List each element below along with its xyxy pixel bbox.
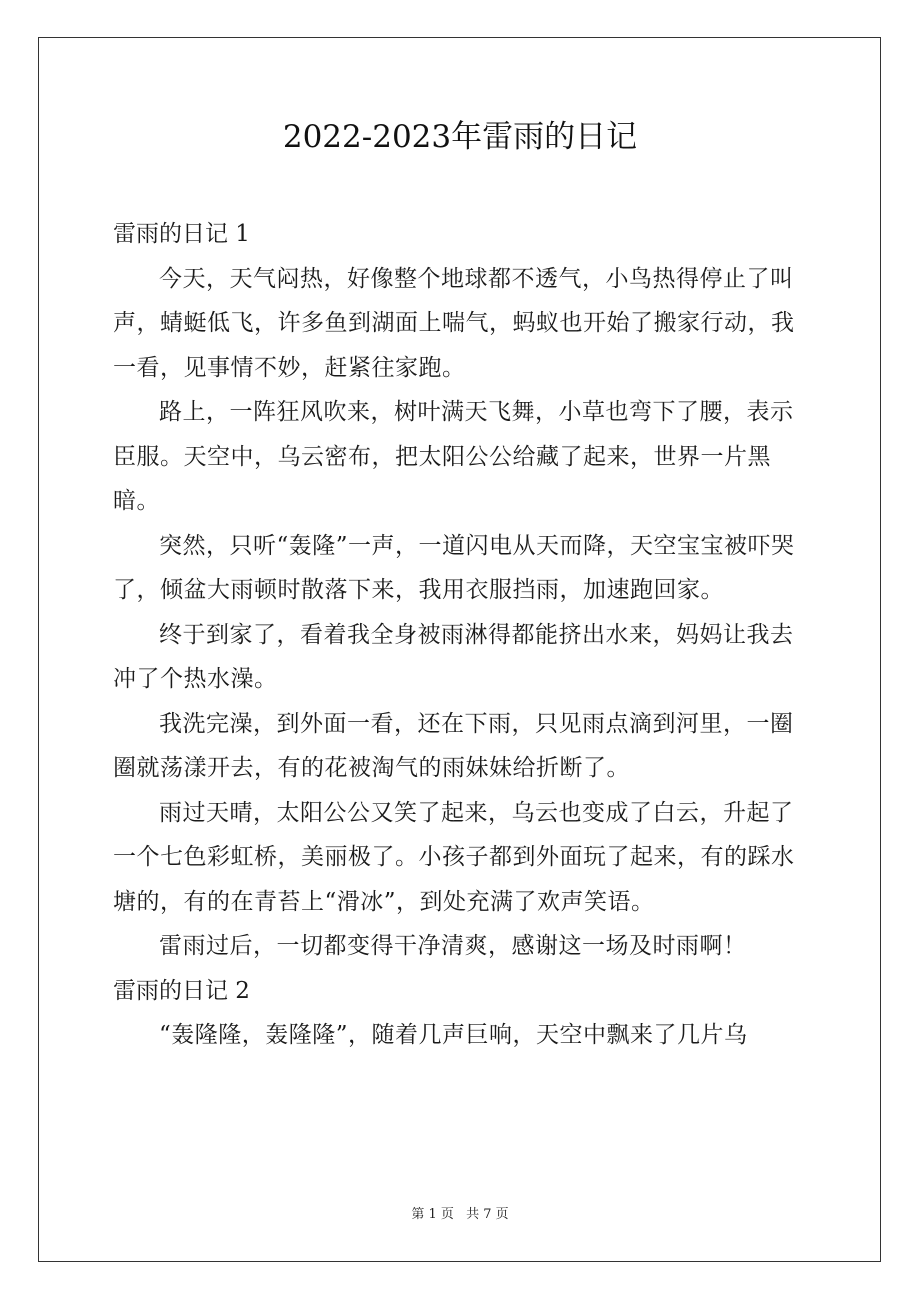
page-footer bbox=[0, 1206, 920, 1224]
section-heading-2: 雷雨的日记 2 bbox=[113, 977, 250, 1004]
paragraph: 路上，一阵狂风吹来，树叶满天飞舞，小草也弯下了腰，表示臣服。天空中，乌云密布，把太阳公公给藏了起来，世界一片黑暗。 bbox=[113, 399, 794, 514]
page-total: 共 7 页 bbox=[466, 1207, 509, 1222]
section-heading-1: 雷雨的日记 1 bbox=[113, 221, 250, 247]
paragraph: 我洗完澡，到外面一看，还在下雨，只见雨点滴到河里，一圈圈就荡漾开去，有的花被淘气的雨妹妹给折断了。 bbox=[113, 710, 794, 781]
page-number: 第 1 页 bbox=[411, 1207, 454, 1222]
paragraph: 雨过天晴，太阳公公又笑了起来，乌云也变成了白云，升起了一个七色彩虹桥，美丽极了。小孩子都到外面玩了起来，有的踩水塘的，有的在青苔上“滑冰”，到处充满了欢声笑语。 bbox=[113, 799, 795, 915]
document-title: 2022-2023年雷雨的日记 bbox=[282, 119, 638, 155]
paragraph: 雷雨过后，一切都变得干净清爽，感谢这一场及时雨啊！ bbox=[159, 933, 747, 959]
document-body bbox=[113, 212, 813, 1058]
paragraph: 终于到家了，看着我全身被雨淋得都能挤出水来，妈妈让我去冲了个热水澡。 bbox=[113, 621, 794, 692]
paragraph: 突然，只听“轰隆”一声，一道闪电从天而降，天空宝宝被吓哭了，倾盆大雨顿时散落下来，我用衣服挡雨，加速跑回家。 bbox=[113, 532, 795, 603]
paragraph: 今天，天气闷热，好像整个地球都不透气，小鸟热得停止了叫声，蜻蜓低飞，许多鱼到湖面上喘气，蚂蚁也开始了搬家行动，我一看，见事情不妙，赶紧往家跑。 bbox=[113, 265, 795, 381]
paragraph: “轰隆隆，轰隆隆”，随着几声巨响，天空中飘来了几片乌 bbox=[159, 1022, 748, 1048]
